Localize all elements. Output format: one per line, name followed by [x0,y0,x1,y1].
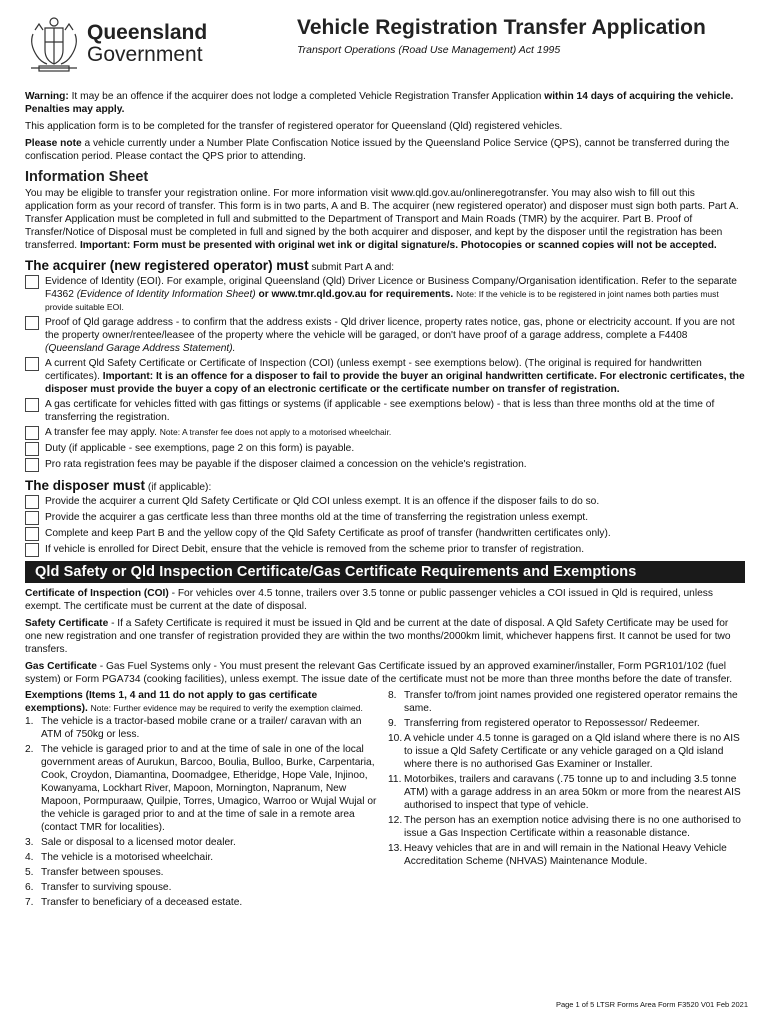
exemptions-list-right [388,689,745,868]
checkbox[interactable] [25,442,39,456]
exemption-number: 12. [388,815,403,826]
checkbox[interactable] [25,426,39,440]
exemption-item [388,842,745,868]
exemption-text: Sale or disposal to a licensed motor dealer. [41,837,236,848]
note-text: a vehicle currently under a Number Plate Confiscation Notice issued by the Queensland Police Service (QPS), cannot be transferred during the confiscation period. Please contact the QPS prior to attending. [25,138,730,162]
exemption-text: The person has an exemption notice advising there is no one authorised to issue a Gas Inspection Certificate within a reasonable distance. [404,815,741,839]
safety-text: - If a Safety Certificate is required it must be issued in Qld and be current at the date of disposal. A Qld Safety Certificate may be used for one new registration and one transfer of registration provided they are within the two months/2000km limit, whichever happens first. It cannot be used for two transfers. [25,618,731,655]
form-page [25,10,745,911]
exemption-number: 7. [25,897,34,908]
checklist-item-text: If vehicle is enrolled for Direct Debit, ensure that the vehicle is removed from the scheme prior to transfer of registration. [45,544,585,555]
coi-text: - For vehicles over 4.5 tonne, trailers over 3.5 tonne or public passenger vehicles a COI issued in Qld is required, unless exempt. The certificate must be current at the date of disposal. [25,588,713,612]
checklist-item-text [45,316,745,355]
checkbox[interactable] [25,398,39,412]
exemption-item [25,715,382,741]
disposer-checklist-item [25,543,745,557]
checklist-item-text: Complete and keep Part B and the yellow copy of the Qld Safety Certificate as proof of transfer (handwritten certificates only). [45,528,611,539]
information-sheet-text [25,187,745,252]
exemption-number: 11. [388,774,402,785]
checkbox[interactable] [25,458,39,472]
item-text: Proof of Qld garage address - to confirm that the address exists - Qld driver licence, property rates notice, gas, phone or electricity account. If you are not the property owner/rentee/leasee of the property where the vehicle will be garaged, or don't have proof of a garage address, complete a F4408 [45,317,735,341]
warning-bold: within 14 days of acquiring the vehicle. Penalties may apply. [25,91,734,115]
checkbox[interactable] [25,357,39,371]
exemptions-heading [25,689,382,715]
item-text: Evidence of Identity (EOI). For example, original Queensland (Qld) Driver Licence or Business Company/Organisation identification. Refer to the separate F4362 [45,276,737,300]
item-text: A transfer fee may apply. [45,427,160,438]
item-form-reference: (Queensland Garage Address Statement). [45,343,236,354]
acquirer-heading [25,258,745,273]
disposer-heading-suffix: (if applicable): [145,482,212,493]
exemption-text: Heavy vehicles that are in and will remain in the National Heavy Vehicle Accreditation Scheme (NHVAS) Maintenance Module. [404,843,727,867]
exemptions-note: Note: Further evidence may be required to verify the exemption claimed. [90,703,363,713]
exemptions-list-left [25,715,382,909]
safety-label: Safety Certificate [25,618,109,629]
exemptions-heading-bold: Exemptions (Items 1, 4 and 11 do not apply to gas certificate exemptions). [25,690,318,714]
checklist-item-text: Provide the acquirer a current Qld Safety Certificate or Qld COI unless exempt. It is an offence if the disposer fails to do so. [45,496,600,507]
item-text: A current Qld Safety Certificate or Certificate of Inspection (COI) (unless exempt - see exemptions below). (The original is required for handwritten certificates). [45,358,702,382]
exemption-number: 5. [25,867,34,878]
disposer-checklist-item [25,495,745,509]
gas-label: Gas Certificate [25,661,97,672]
exemption-text: The vehicle is a tractor-based mobile crane or a trailer/ caravan with an ATM of 750kg or less. [41,716,362,740]
exemption-item [25,881,382,894]
information-sheet-heading: Information Sheet [25,169,149,185]
checkbox[interactable] [25,527,39,541]
acquirer-checklist-item [25,316,745,355]
safety-paragraph [25,617,745,656]
exemption-number: 4. [25,852,34,863]
item-text: Duty (if applicable - see exemptions, page 2 on this form) is payable. [45,443,355,454]
header [25,10,745,82]
certificate-requirements-banner: Qld Safety or Qld Inspection Certificate/Gas Certificate Requirements and Exemptions [25,561,745,583]
exemption-item [388,732,745,771]
exemption-text: Transfer to surviving spouse. [41,882,172,893]
queensland-government-logotype [87,22,207,66]
item-text: Pro rata registration fees may be payable if the disposer claimed a concession on the vehicle's registration. [45,459,527,470]
exemption-text: Transferring from registered operator to Repossessor/ Redeemer. [404,718,700,729]
exemption-text: Transfer to beneficiary of a deceased estate. [41,897,243,908]
info-important: Important: Form must be presented with original wet ink or digital signature/s. Photocopies or scanned copies will not be accepted. [79,240,717,251]
logo-line2: Government [87,43,203,66]
checkbox[interactable] [25,495,39,509]
item-important-text: Important: It is an offence for a disposer to fail to provide the buyer an original handwritten certificate. For electronic certificates, the disposer must provide the buyer a copy of an electronic certificate or the certificate number on transfer of registration. [45,371,745,395]
checkbox[interactable] [25,316,39,330]
checklist-item-text [45,275,745,314]
checklist-item-text [45,426,745,439]
exemption-text: Motorbikes, trailers and caravans (.75 tonne up to and including 3.5 tonne ATM) with a garage address in an area 50km or more from the nearest AIS authorised to inspect that type of vehicle. [404,774,741,811]
acquirer-heading-bold: The acquirer (new registered operator) must [25,258,309,273]
exemption-item [25,866,382,879]
warning-text: It may be an offence if the acquirer does not lodge a completed Vehicle Registration Transfer Application [68,91,545,102]
note-paragraph [25,137,745,163]
gas-text: - Gas Fuel Systems only - You must present the relevant Gas Certificate issued by an approved examiner/installer, Form PGR101/102 (fuel system) or Form PGA734 (cooking facilities), unless exempt. The issue date of the certificate must not be more than three months before the date of transfer. [25,661,733,685]
checklist-item-text [45,458,745,471]
exemption-item [388,814,745,840]
disposer-checklist [25,495,745,557]
coi-label: Certificate of Inspection (COI) [25,588,169,599]
exemption-item [25,836,382,849]
checklist-item-text [45,442,745,455]
coi-paragraph [25,587,745,613]
exemption-number: 6. [25,882,34,893]
logo-line1: Queensland [87,21,208,44]
warning-paragraph [25,90,745,116]
checklist-item-text [45,357,745,396]
item-form-reference: (Evidence of Identity Information Sheet) [76,289,256,300]
item-important-text: or www.tmr.qld.gov.au for requirements. [255,289,457,300]
exemption-item [388,689,745,715]
acquirer-checklist-item [25,275,745,314]
exemption-number: 2. [25,744,34,755]
exemption-number: 9. [388,718,397,729]
exemption-item [25,743,382,834]
info-text: You may be eligible to transfer your registration online. For more information visit www.qld.gov.au/onlineregotransfer. You may also wish to fill out this application form as your record of transfer. This form is in two parts, A and B. The acquirer (new registered operator) and disposer must sign both parts. Part A. Transfer Application must be completed in full and submitted to the Department of Transport and Main Roads (TMR) by the acquirer. Part B. Proof of Transfer/Notice of Disposal must be completed in full and signed by the both acquirer and disposer, and kept by the disposer until the registration has been transferred. [25,188,739,251]
checkbox[interactable] [25,543,39,557]
acquirer-checklist-item [25,426,745,440]
page-footer: Page 1 of 5 LTSR Forms Area Form F3520 V01 Feb 2021 [555,1000,748,1009]
title-block [297,16,706,56]
exemption-item [388,717,745,730]
exemption-number: 3. [25,837,34,848]
exemption-text: A vehicle under 4.5 tonne is garaged on a Qld island where there is no AIS to issue a Qld Safety Certificate or any vehicle garaged on a Qld island where there is no authorised Gas Examiner or Installer. [404,733,740,770]
disposer-checklist-item [25,527,745,541]
disposer-checklist-item [25,511,745,525]
acquirer-heading-suffix: submit Part A and: [308,262,395,273]
exemption-text: The vehicle is garaged prior to and at the time of sale in one of the local government areas of Aurukun, Barcoo, Boulia, Bulloo, Burke, Carpentaria, Cook, Croydon, Diamantina, Doomadgee, Etheridge, Hope Vale, Injinoo, Kowanyama, Lockhart River, Mapoon, Mornington, Napranum, New Mapoon, Pormpuraaw, Quilpie, Torres, Umagico, Warroo or Wujal Wujal or the vehicle is garaged prior to and at the time of sale in a remote area (contact TMR for localities). [41,744,377,833]
intro-paragraph: This application form is to be completed for the transfer of registered operator for Queensland (Qld) registered vehicles. [25,121,563,132]
exemption-item [25,896,382,909]
acquirer-checklist-item [25,398,745,424]
item-note: Note: If the vehicle is to be registered in joint names both parties must provide suitable EOI. [45,289,719,312]
gas-paragraph [25,660,745,686]
checkbox[interactable] [25,275,39,289]
disposer-heading [25,478,745,493]
exemption-text: The vehicle is a motorised wheelchair. [41,852,214,863]
queensland-crest-logo [25,14,83,74]
exemption-number: 10. [388,733,403,744]
exemptions-right-column [382,689,745,911]
acquirer-checklist-item [25,458,745,472]
exemption-text: Transfer between spouses. [41,867,164,878]
acquirer-checklist-item [25,357,745,396]
exemption-text: Transfer to/from joint names provided one registered operator remains the same. [404,690,738,714]
disposer-heading-bold: The disposer must [25,478,146,493]
exemption-number: 1. [25,716,34,727]
note-label: Please note [25,138,82,149]
checkbox[interactable] [25,511,39,525]
exemption-item [25,851,382,864]
form-subtitle: Transport Operations (Road Use Management) Act 1995 [297,44,561,56]
item-note: Note: A transfer fee does not apply to a motorised wheelchair. [159,427,392,437]
checklist-item-text [45,398,745,424]
exemptions-section [25,689,745,911]
acquirer-checklist-item [25,442,745,456]
item-text: A gas certificate for vehicles fitted with gas fittings or systems (if applicable - see exemptions below) - that is less than three months old at the time of transferring the registration. [45,399,715,423]
checklist-item-text: Provide the acquirer a gas certficate less than three months old at the time of transferring the registration unless exempt. [45,512,589,523]
exemption-number: 13. [388,843,403,854]
exemption-number: 8. [388,690,397,701]
warning-label: Warning: [25,91,69,102]
acquirer-checklist [25,275,745,472]
exemption-item [388,773,745,812]
exemptions-left-column [25,689,382,911]
form-title: Vehicle Registration Transfer Application [297,16,706,39]
